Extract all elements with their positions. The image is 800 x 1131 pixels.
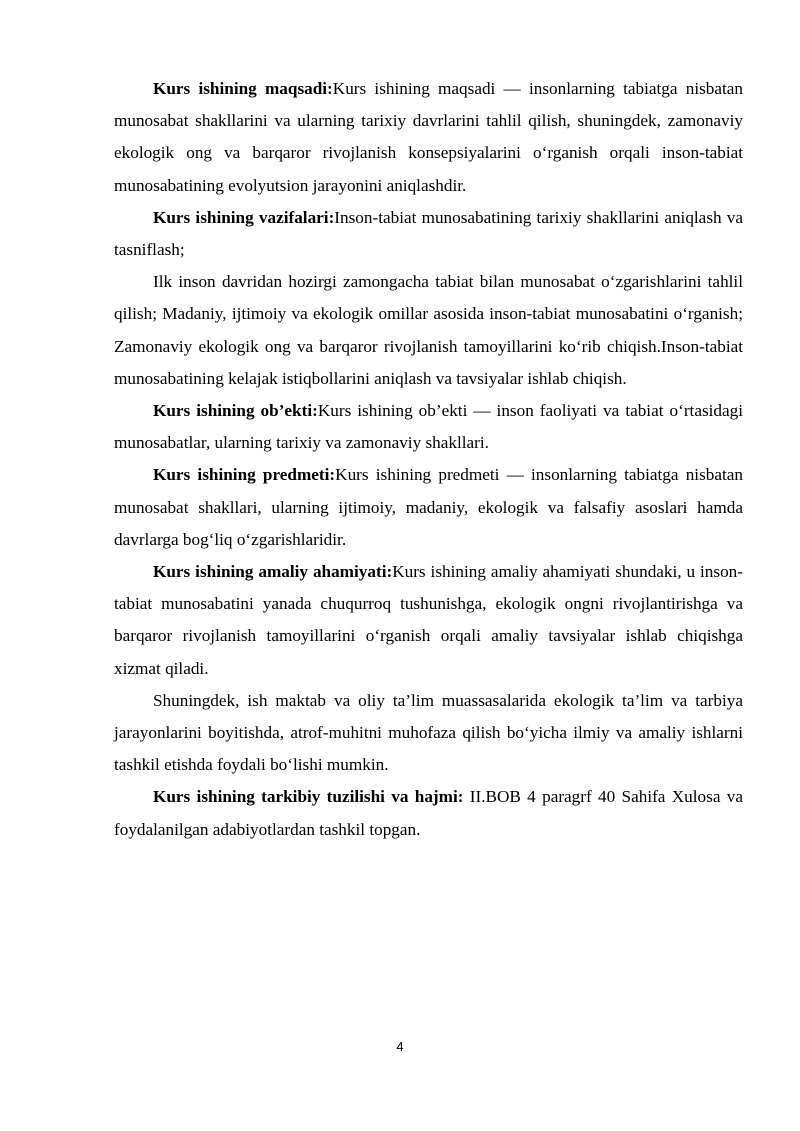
paragraph-tasks-list [114, 266, 743, 395]
paragraph-object [114, 395, 743, 459]
paragraph-text: Kurs ishining predmeti — insonlarning tabiatga nisbatan munosabat shakllari, ularning ijtimoiy, madaniy, ekologik va falsafiy asoslari hamda davrlarga bog‘liq o‘zgarishlaridir. [114, 465, 743, 549]
paragraph-practical-value [114, 556, 743, 685]
paragraph-subject [114, 459, 743, 556]
page-number: 4 [396, 1039, 404, 1054]
paragraph-text: Shuningdek, ish maktab va oliy ta’lim muassasalarida ekologik ta’lim va tarbiya jarayonlarini boyitishda, atrof-muhitni muhofaza qilish bo‘yicha ilmiy va amaliy ishlarni tashkil etishda foydali bo‘lishi mumkin. [114, 690, 743, 775]
paragraph-heading: Kurs ishining maqsadi: [153, 79, 333, 98]
paragraph-additional [114, 685, 743, 782]
paragraph-text: Kurs ishining ob’ekti — inson faoliyati va tabiat o‘rtasidagi munosabatlar, ularning tarixiy va zamonaviy shakllari. [114, 401, 743, 453]
page-body [114, 73, 743, 846]
paragraph-heading: Kurs ishining ob’ekti: [153, 401, 318, 421]
paragraph-tasks [114, 202, 743, 266]
paragraph-heading: Kurs ishining tarkibiy tuzilishi va hajmi: [153, 787, 464, 807]
paragraph-text: Inson-tabiat munosabatining tarixiy shakllarini aniqlash va tasniflash; [114, 207, 743, 260]
paragraph-text: Ilk inson davridan hozirgi zamongacha tabiat bilan munosabat o‘zgarishlarini tahlil qilish; Madaniy, ijtimoiy va ekologik omillar asosida inson-tabiat munosabatini o‘rganish; Zamonaviy ekologik ong va barqaror rivojlanish tamoyillarini ko‘rib chiqish.Inson-tabiat munosabatining kelajak istiqbollarini aniqlash va tavsiyalar ishlab chiqish. [114, 272, 743, 388]
paragraph-heading: Kurs ishining amaliy ahamiyati: [153, 562, 393, 582]
paragraph-heading: Kurs ishining vazifalari: [153, 207, 335, 227]
paragraph-structure [114, 781, 743, 845]
paragraph-text: Kurs ishining amaliy ahamiyati shundaki, u inson-tabiat munosabatini yanada chuqurroq tushunishga, ekologik ongni rivojlantirishga va barqaror rivojlanish tamoyillarini o‘rganish orqali amaliy tavsiyalar ishlab chiqishga xizmat qiladi. [114, 562, 743, 678]
paragraph-goal [114, 73, 743, 202]
paragraph-text: Kurs ishining maqsadi — insonlarning tabiatga nisbatan munosabat shakllarini va ularning tarixiy davrlarini tahlil qilish, shuningdek, zamonaviy ekologik ong va barqaror rivojlanish konsepsiyalarini o‘rganish orqali inson-tabiat munosabatining evolyutsion jarayonini aniqlashdir. [114, 79, 743, 195]
paragraph-heading: Kurs ishining predmeti: [153, 465, 336, 485]
paragraph-text: II.BOB 4 paragrf 40 Sahifa Xulosa va foydalanilgan adabiyotlardan tashkil topgan. [114, 787, 743, 839]
